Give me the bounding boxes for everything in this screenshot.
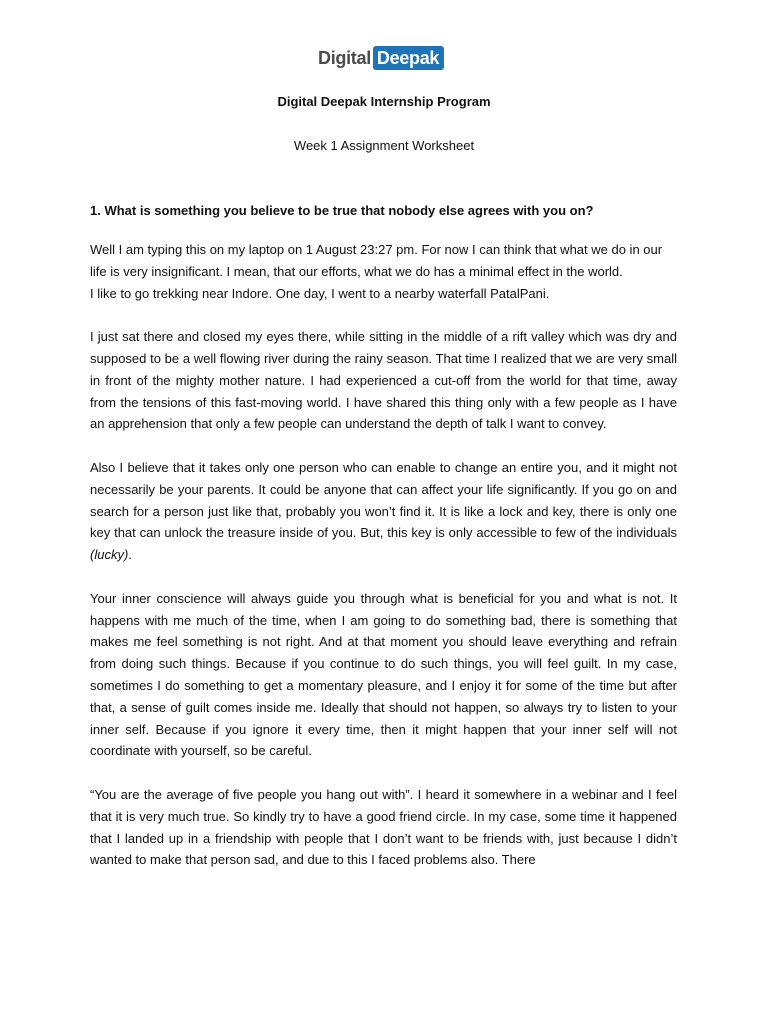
program-title: Digital Deepak Internship Program bbox=[277, 94, 491, 109]
paragraph-4: Your inner conscience will always guide you through what is beneficial for you and what is not. It happens with me much of the time, when I am going to do something bad, there is something that makes me feel something is not right. And at that moment you should leave everything and refrain from doing such things. Because if you continue to do such things, you will feel guilt. In my case, sometimes I do something to get a momentary pleasure, and I enjoy it for some of the time but after that, a sense of guilt comes inside me. Ideally that should not happen, so always try to listen to your inner self. Because if you ignore it every time, then it might happen that your inner self will not coordinate with yourself, so be careful. bbox=[90, 590, 677, 759]
paragraph-1a: Well I am typing this on my laptop on 1 August 23:27 pm. For now I can think that what we do in our life is very insignificant. I mean, that our efforts, what we do has a minimal effect in the world. bbox=[90, 242, 663, 279]
paragraph-5: “You are the average of five people you hang out with”. I heard it somewhere in a webinar and I feel that it is very much true. So kindly try to have a good friend circle. In my case, some time it happened that I landed up in a friendship with people that I don’t want to be friends with, just because I didn’t wanted to make that person sad, and due to this I faced problems also. There bbox=[90, 786, 677, 868]
logo-text-deepak: Deepak bbox=[373, 46, 444, 70]
paragraph-2: I just sat there and closed my eyes there, while sitting in the middle of a rift valley which was dry and supposed to be a well flowing river during the rainy season. That time I realized that we are very small in front of the mighty mother nature. I had experienced a cut-off from the world for that time, away from the tensions of this fast-moving world. I have shared this thing only with a few people as I have an apprehension that only a few people can understand the depth of talk I want to convey. bbox=[90, 329, 677, 432]
digital-deepak-logo bbox=[318, 46, 444, 70]
paragraph-1b: I like to go trekking near Indore. One day, I went to a nearby waterfall PatalPani. bbox=[90, 285, 550, 301]
logo-text-digital: Digital bbox=[318, 48, 371, 68]
paragraph-3-italic: (lucky) bbox=[90, 547, 129, 563]
paragraph-3 bbox=[90, 457, 677, 566]
paragraph-3-text: Also I believe that it takes only one person who can enable to change an entire you, and it might not necessarily be your parents. It could be anyone that can affect your life significantly. If you go on and search for a person just like that, probably you won’t find it. It is like a lock and key, there is only one key that can unlock the treasure inside of you. But, this key is only accessible to few of the individuals bbox=[90, 459, 677, 541]
worksheet-title: Week 1 Assignment Worksheet bbox=[293, 138, 475, 153]
paragraph-3-end: . bbox=[128, 547, 132, 563]
question-heading: 1. What is something you believe to be true that nobody else agrees with you on? bbox=[90, 203, 594, 218]
answer-body bbox=[90, 239, 677, 871]
